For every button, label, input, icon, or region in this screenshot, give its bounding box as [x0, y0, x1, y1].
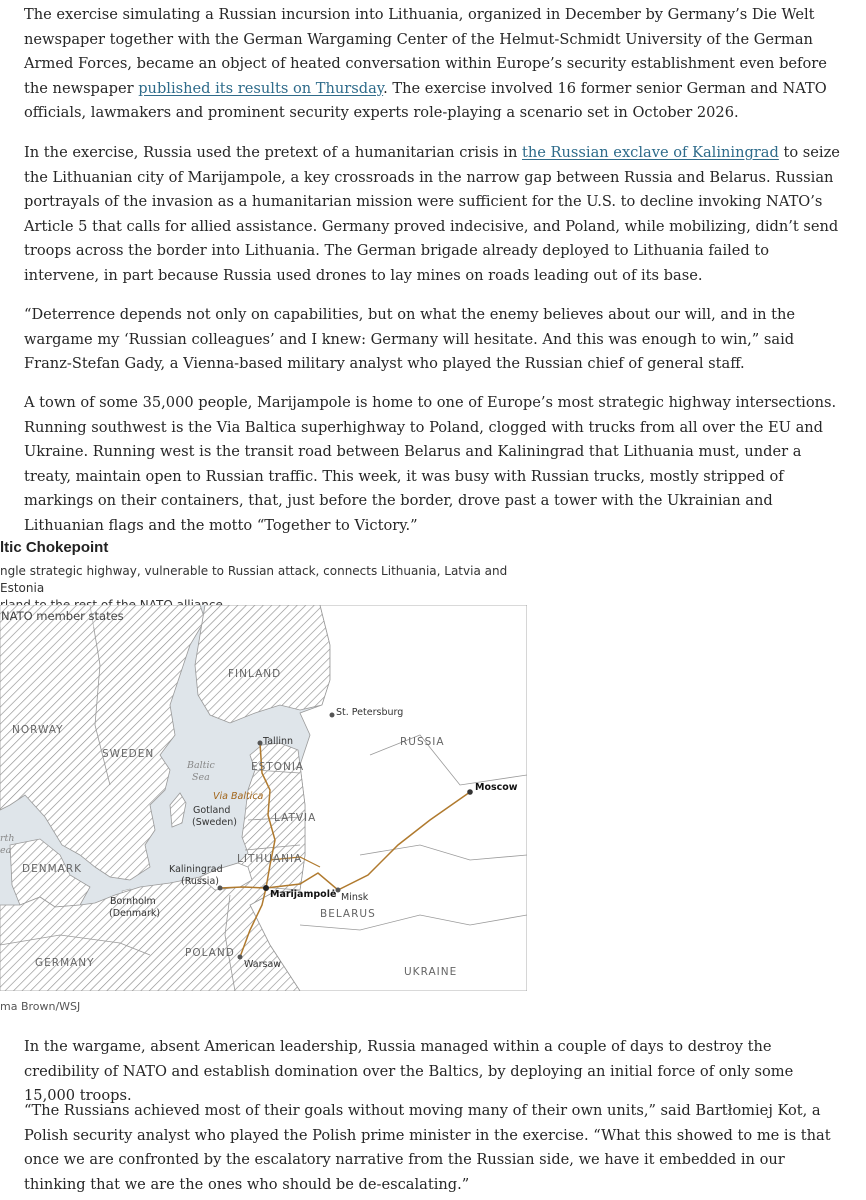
paragraph-2-text-end: to seize the Lithuanian city of Marijampole, a key crossroads in the narrow gap between Russia and Belarus. Russian portrayals of the invasion as a humanitarian mission were sufficient for the U.S. to decline invoking NATO’s Article 5 that calls for allied assistance. Germany proved indecisive, and Poland, while mobilizing, didn’t send troops across the border into Lithuania. The German brigade already deployed to Lithuania failed to intervene, in part because Russia used drones to lay mines on roads leading out of its base.: [24, 144, 840, 284]
published-results-link[interactable]: published its results on Thursday: [138, 79, 384, 97]
label-warsaw: Warsaw: [244, 959, 282, 970]
warsaw-dot: [238, 955, 243, 960]
paragraph-1: [24, 3, 844, 126]
moscow-dot: [467, 789, 473, 795]
figure-credit: ma Brown/WSJ: [0, 1000, 81, 1013]
kaliningrad-link[interactable]: the Russian exclave of Kaliningrad: [522, 144, 779, 161]
legend-label: NATO member states: [1, 609, 124, 623]
label-denmark: DENMARK: [22, 863, 82, 875]
label-estonia: ESTONIA: [251, 761, 305, 773]
label-ukraine: UKRAINE: [404, 966, 458, 978]
label-kaliningrad-2: (Russia): [181, 876, 219, 887]
paragraph-6: “The Russians achieved most of their goals without moving many of their own units,” said Bartłomiej Kot, a Polish security analyst who played the Polish prime minister in the exercise. “What this showed to me is that once we are confronted by the escalatory narrative from the Russian side, we have it embedded in our thinking that we are the ones who should be de-escalating.”: [24, 1102, 831, 1193]
label-bornholm-2: (Denmark): [109, 908, 161, 919]
label-minsk: Minsk: [341, 892, 369, 903]
label-finland: FINLAND: [228, 668, 282, 680]
label-tallinn: Tallinn: [263, 736, 294, 747]
figure-subtitle-line-1: ngle strategic highway, vulnerable to Russian attack, connects Lithuania, Latvia and Estonia: [0, 564, 508, 595]
label-moscow: Moscow: [475, 782, 518, 793]
label-belarus: BELARUS: [320, 908, 376, 920]
label-lithuania: LITHUANIA: [237, 853, 303, 865]
label-russia: RUSSIA: [400, 736, 445, 748]
baltic-map: [0, 605, 527, 991]
finland-land: [195, 605, 330, 723]
label-gotland-2: (Sweden): [192, 817, 237, 828]
paragraph-1-text-end: . The exercise involved 16 former senior German and NATO officials, lawmakers and prominent security experts role-playing a scenario set in October 2026.: [24, 79, 827, 121]
paragraph-2-text: In the exercise, Russia used the pretext of a humanitarian crisis in: [24, 144, 522, 161]
label-baltic-sea-2: Sea: [192, 772, 210, 783]
paragraph-1-text: The exercise simulating a Russian incursion into Lithuania, organized in December by Germany’s Die Welt newspaper together with the German Wargaming Center of the Helmut-Schmidt University of the German Armed Forces, became an object of heated conversation within Europe’s security establishment even before the newspaper: [24, 6, 827, 97]
label-germany: GERMANY: [35, 957, 95, 969]
paragraph-5: In the wargame, absent American leadership, Russia managed within a couple of days to destroy the credibility of NATO and establish domination over the Baltics, by deploying an initial force of only some 15,000 troops.: [24, 1038, 794, 1104]
paragraph-4: A town of some 35,000 people, Marijampole is home to one of Europe’s most strategic highway intersections. Running southwest is the Via Baltica superhighway to Poland, clogged with trucks from all over the EU and Ukraine. Running west is the transit road between Belarus and Kaliningrad that Lithuania must, under a treaty, maintain open to Russian traffic. This week, it was busy with Russian trucks, mostly stripped of markings on their containers, that, just before the border, drove past a tower with the Ukrainian and Lithuanian flags and the motto “Together to Victory.”: [24, 394, 837, 534]
label-norway: NORWAY: [12, 724, 64, 736]
label-via-baltica: Via Baltica: [213, 791, 264, 802]
label-poland: POLAND: [185, 947, 235, 959]
label-marijampole: Marijampolė: [270, 889, 337, 900]
tallinn-dot: [258, 741, 263, 746]
paragraph-2: [24, 141, 844, 288]
label-baltic-sea-1: Baltic: [187, 760, 215, 771]
label-north-sea-2: ea: [0, 845, 12, 856]
label-gotland-1: Gotland: [193, 805, 231, 816]
label-latvia: LATVIA: [274, 812, 317, 824]
map-svg: [0, 605, 527, 991]
label-bornholm-1: Bornholm: [110, 896, 156, 907]
figure-title: ltic Chokepoint: [0, 539, 109, 556]
st-petersburg-dot: [330, 713, 335, 718]
label-sweden: SWEDEN: [102, 748, 155, 760]
marijampole-dot: [263, 885, 269, 891]
label-st-petersburg: St. Petersburg: [336, 707, 404, 718]
label-north-sea-1: rth: [0, 833, 15, 844]
label-kaliningrad-1: Kaliningrad: [169, 864, 223, 875]
paragraph-3: “Deterrence depends not only on capabilities, but on what the enemy believes about our will, and in the wargame my ‘Russian colleagues’ and I knew: Germany will hesitate. And this was enough to win,” said Franz-Stefan Gady, a Vienna-based military analyst who played the Russian chief of general staff.: [24, 306, 796, 372]
